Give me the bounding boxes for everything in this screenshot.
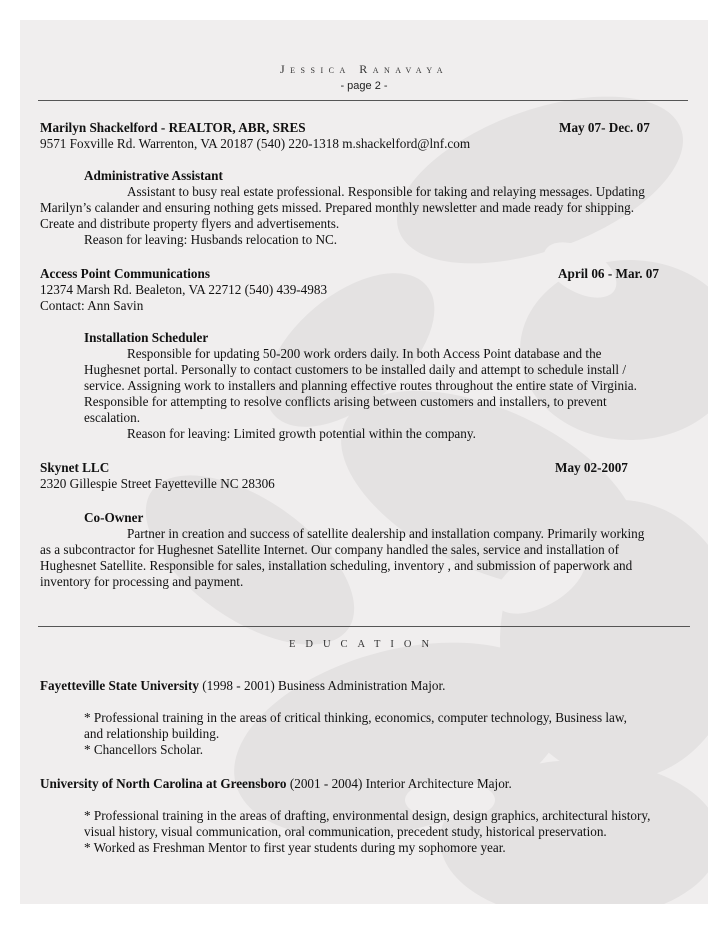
job-title: Administrative Assistant (84, 168, 223, 183)
page-number: - page 2 - (340, 80, 388, 92)
education-bullet: visual history, visual communication, oral communication, precedent study, historical preservation. (84, 824, 607, 839)
header-name: Jessica Ranavaya (280, 62, 448, 76)
job-description-line: as a subcontractor for Hughesnet Satellite Internet. Our company handled the sales, service and installation of (40, 542, 619, 557)
education-bullet: and relationship building. (84, 726, 220, 741)
employment-dates: May 07- Dec. 07 (559, 120, 650, 135)
job-title: Installation Scheduler (84, 330, 209, 345)
employer-address: 2320 Gillespie Street Fayetteville NC 28306 (40, 476, 275, 491)
job-description-line: service. Assigning work to installers and planning effective routes throughout the entire state of Virginia. (84, 378, 637, 393)
education-bullet: * Professional training in the areas of drafting, environmental design, design graphics, architectural history, (84, 808, 651, 823)
resume-content (20, 20, 708, 904)
employment-dates: May 02-2007 (555, 460, 628, 475)
job-description-line: Responsible for updating 50-200 work orders daily. In both Access Point database and the (127, 346, 602, 361)
job-description-line: escalation. (84, 410, 141, 425)
employer-name: Skynet LLC (40, 460, 110, 475)
job-description-line: Marilyn’s calander and ensuring nothing gets missed. Prepared monthly newsletter and made ready for shipping. (40, 200, 635, 215)
job-title: Co-Owner (84, 510, 144, 525)
school-entry (40, 678, 445, 694)
employer-address: 9571 Foxville Rd. Warrenton, VA 20187 (540) 220-1318 m.shackelford@lnf.com (40, 136, 471, 151)
school-name: University of North Carolina at Greensboro (40, 776, 287, 791)
header-divider (38, 100, 688, 101)
job-description-line: Responsible for attempting to resolve conflicts arising between customers and installers, to prevent (84, 394, 607, 409)
reason-for-leaving: Reason for leaving: Limited growth potential within the company. (127, 426, 476, 441)
job-description-line: Assistant to busy real estate professional. Responsible for taking and relaying messages. Updating (127, 184, 645, 199)
education-heading: EDUCATION (288, 639, 440, 650)
job-description-line: Hughesnet Satellite. Responsible for sales, installation scheduling, inventory , and submission of paperwork and (40, 558, 633, 573)
education-bullet: * Professional training in the areas of critical thinking, economics, computer technology, Business law, (84, 710, 627, 725)
job-description-line: Create and distribute property flyers and advertisements. (40, 216, 340, 231)
employer-name: Access Point Communications (40, 266, 210, 281)
resume-page (20, 20, 708, 904)
job-description-line: Partner in creation and success of satellite dealership and installation company. Primarily working (127, 526, 645, 541)
employer-contact: Contact: Ann Savin (40, 298, 144, 313)
job-description-line: Hughesnet portal. Personally to contact customers to be installed daily and attempt to schedule install / (84, 362, 627, 377)
job-description-line: inventory for processing and payment. (40, 574, 244, 589)
reason-for-leaving: Reason for leaving: Husbands relocation to NC. (84, 232, 338, 247)
school-detail: (2001 - 2004) Interior Architecture Major. (286, 776, 512, 791)
employer-address: 12374 Marsh Rd. Bealeton, VA 22712 (540) 439-4983 (40, 282, 328, 297)
education-bullet: * Chancellors Scholar. (84, 742, 204, 757)
employer-name: Marilyn Shackelford - REALTOR, ABR, SRES (40, 120, 306, 135)
school-name: Fayetteville State University (40, 678, 199, 693)
school-detail: (1998 - 2001) Business Administration Major. (198, 678, 446, 693)
employment-dates: April 06 - Mar. 07 (558, 266, 659, 281)
school-entry (40, 776, 512, 792)
education-divider (38, 626, 690, 627)
education-bullet: * Worked as Freshman Mentor to first year students during my sophomore year. (84, 840, 506, 855)
